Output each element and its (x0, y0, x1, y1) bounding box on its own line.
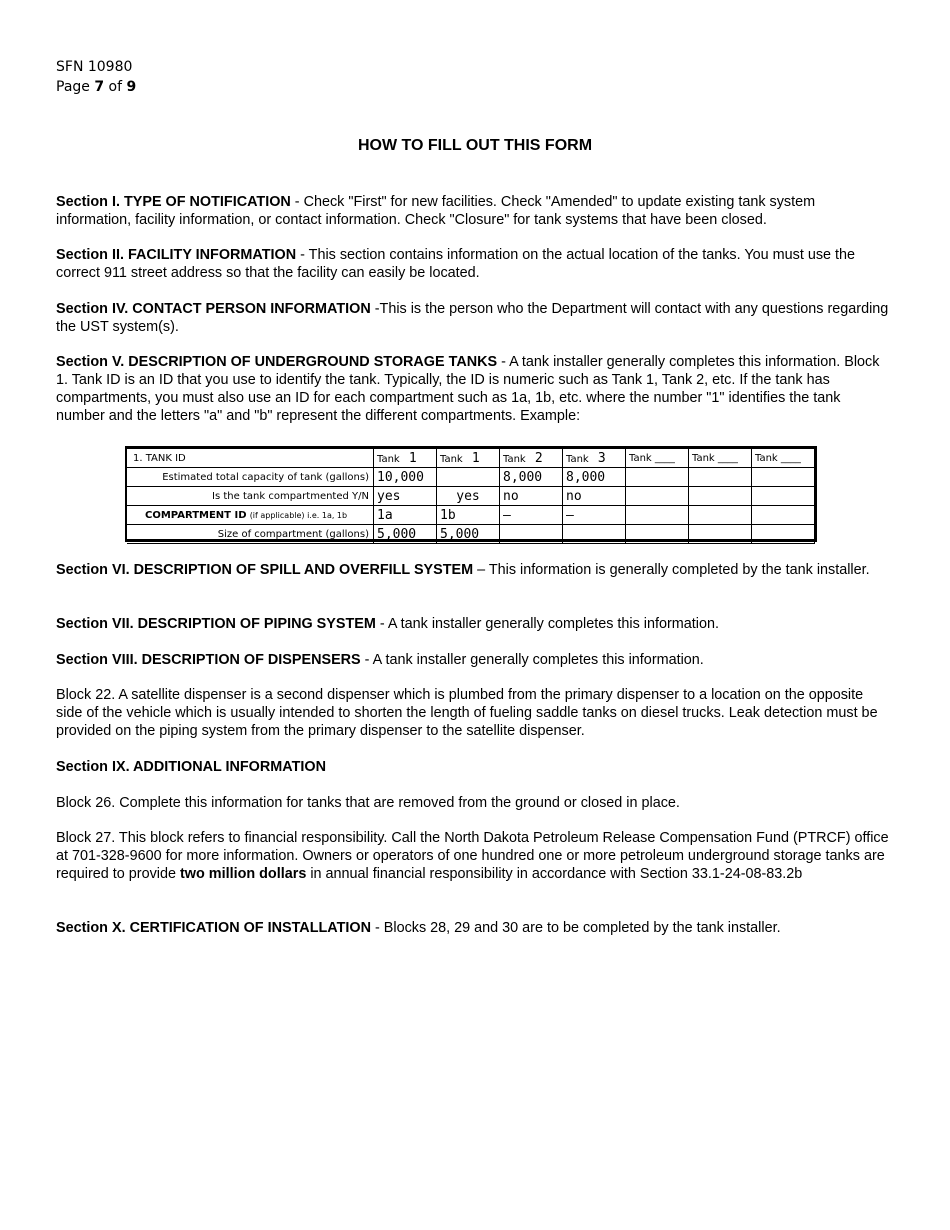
section-2: Section II. FACILITY INFORMATION - This section contains information on the actual location of the tanks. You must use the correct 911 street address so that the facility can easily be located. (56, 247, 856, 281)
example-tank-table (125, 446, 817, 542)
tank-id-cell: Tank 1 (374, 449, 437, 468)
section-1: Section I. TYPE OF NOTIFICATION - Check "First" for new facilities. Check "Amended" to update existing tank system information, facility information, or contact information. Check "Closure" for tank systems that have been closed. (56, 194, 816, 228)
page-title: HOW TO FILL OUT THIS FORM (357, 137, 593, 154)
row-label: COMPARTMENT ID (if applicable) i.e. 1a, 1b (127, 506, 374, 525)
tank-id-cell: Tank ____ (689, 449, 752, 468)
tank-id-cell: Tank 1 (437, 449, 500, 468)
table-row (127, 449, 815, 468)
tank-id-cell: Tank 3 (563, 449, 626, 468)
row-label: Size of compartment (gallons) (127, 525, 374, 544)
tank-id-cell: Tank ____ (626, 449, 689, 468)
page-indicator: Page 7 of 9 (56, 79, 137, 95)
section-9: Section IX. ADDITIONAL INFORMATION (56, 759, 326, 775)
row-label: 1. TANK ID (127, 449, 374, 468)
section-4: Section IV. CONTACT PERSON INFORMATION -This is the person who the Department will contact with any questions regarding the UST system(s). (56, 301, 889, 335)
tank-id-cell: Tank 2 (500, 449, 563, 468)
block-27: Block 27. This block refers to financial responsibility. Call the North Dakota Petroleum Release Compensation Fund (PTRCF) office at 701-328-9600 for more information. Owners or operators of one hundred one or more petroleum underground storage tanks are required to provide two million dollars in annual financial responsibility in accordance with Section 33.1-24-08-83.2b (56, 830, 889, 882)
form-header (56, 57, 136, 97)
row-label: Is the tank compartmented Y/N (127, 487, 374, 506)
row-label: Estimated total capacity of tank (gallons) (127, 468, 374, 487)
tank-id-cell: Tank ____ (752, 449, 815, 468)
table-row: Size of compartment (gallons) 5,000 5,000 (127, 525, 815, 544)
section-5: Section V. DESCRIPTION OF UNDERGROUND STORAGE TANKS - A tank installer generally completes this information. Block 1. Tank ID is an ID that you use to identify the tank. Typically, the ID is numeric such as Tank 1, Tank 2, etc. If the tank has compartments, you must also use an ID for each compartment such as 1a, 1b, etc. where the number "1" identifies the tank number and the letters "a" and "b" represent the different compartments. Example: (56, 354, 880, 424)
section-8: Section VIII. DESCRIPTION OF DISPENSERS - A tank installer generally completes this information. (56, 652, 704, 668)
block-26: Block 26. Complete this information for tanks that are removed from the ground or closed in place. (56, 795, 680, 811)
table-row: COMPARTMENT ID (if applicable) i.e. 1a, 1b 1a 1b — — (127, 506, 815, 525)
table-row: Is the tank compartmented Y/N yes yes no no (127, 487, 815, 506)
block-22: Block 22. A satellite dispenser is a second dispenser which is plumbed from the primary dispenser to a location on the opposite side of the vehicle which is usually intended to shorten the length of fueling saddle tanks on diesel trucks. Leak detection must be provided on the piping system from the primary dispenser to the satellite dispenser. (56, 687, 878, 739)
section-7: Section VII. DESCRIPTION OF PIPING SYSTEM - A tank installer generally completes this information. (56, 616, 719, 632)
table-row: Estimated total capacity of tank (gallons) 10,000 8,000 8,000 (127, 468, 815, 487)
form-number: SFN 10980 (56, 59, 133, 75)
section-10: Section X. CERTIFICATION OF INSTALLATION - Blocks 28, 29 and 30 are to be completed by the tank installer. (56, 920, 781, 936)
section-6: Section VI. DESCRIPTION OF SPILL AND OVERFILL SYSTEM – This information is generally completed by the tank installer. (56, 562, 870, 578)
